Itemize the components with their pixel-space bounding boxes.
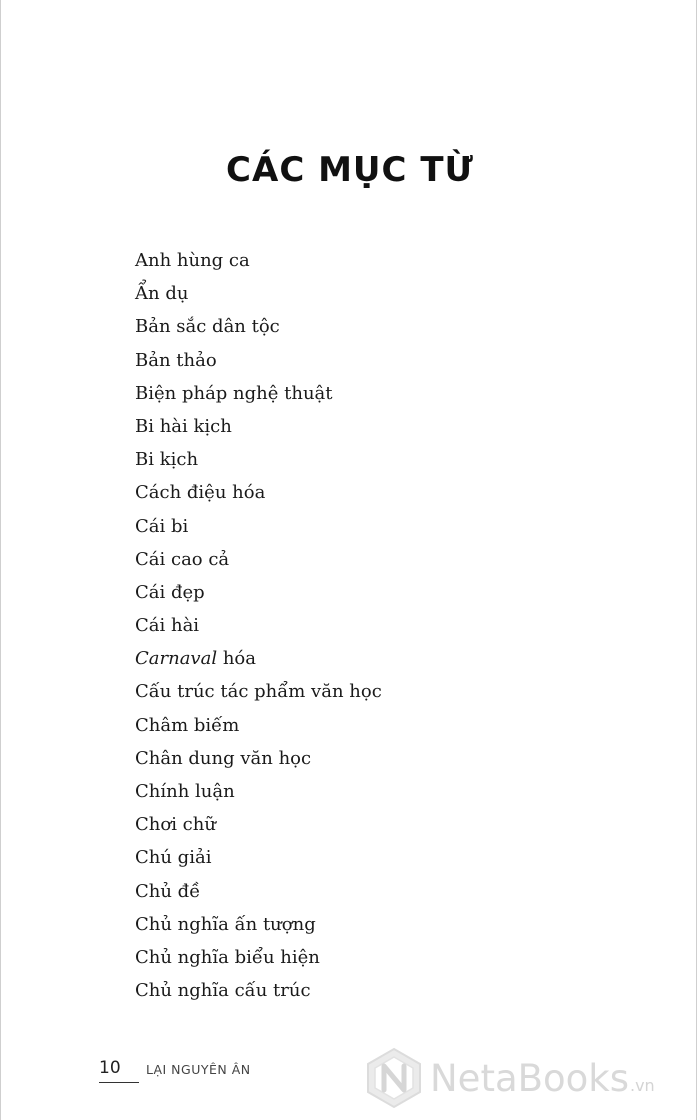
entry-item: Chú giải xyxy=(135,847,212,869)
entry-item: Chủ đề xyxy=(135,880,201,902)
entry-item: Cấu trúc tác phẩm văn học xyxy=(135,681,382,703)
entry-item: Ẩn dụ xyxy=(135,283,189,305)
entry-rest-part: hóa xyxy=(217,648,256,670)
entry-item: Cách điệu hóa xyxy=(135,482,266,504)
running-footer-author: LẠI NGUYÊN ÂN xyxy=(146,1062,251,1077)
entry-item-mixed xyxy=(135,644,382,677)
entry-item: Chân dung văn học xyxy=(135,747,312,769)
entry-item: Bản thảo xyxy=(135,349,217,371)
entry-item: Cái bi xyxy=(135,515,189,537)
entry-item: Cái đẹp xyxy=(135,581,205,603)
watermark-brand xyxy=(430,1057,655,1100)
entry-italic-part: Carnaval xyxy=(135,648,218,670)
netabooks-logo-icon xyxy=(364,1046,424,1110)
entry-item: Bi kịch xyxy=(135,449,199,471)
page-title: CÁC MỤC TỪ xyxy=(226,150,474,190)
entry-item: Bản sắc dân tộc xyxy=(135,316,280,338)
entry-item: Chủ nghĩa biểu hiện xyxy=(135,946,320,968)
entry-item: Chính luận xyxy=(135,781,235,802)
entry-item: Chủ nghĩa ấn tượng xyxy=(135,913,316,935)
entry-item: Cái hài xyxy=(135,615,200,637)
page-number: 10 xyxy=(99,1058,121,1078)
watermark-brand-text: NetaBooks xyxy=(430,1056,629,1100)
entry-item: Cái cao cả xyxy=(135,548,230,570)
entry-item: Chủ nghĩa cấu trúc xyxy=(135,980,311,1002)
entry-item: Anh hùng ca xyxy=(135,250,250,271)
footer-rule xyxy=(99,1082,139,1083)
entry-item: Châm biếm xyxy=(135,714,240,736)
watermark-suffix: .vn xyxy=(629,1075,655,1095)
watermark xyxy=(364,1043,694,1113)
entry-item: Biện pháp nghệ thuật xyxy=(135,382,333,404)
entry-item: Bi hài kịch xyxy=(135,415,232,437)
entry-list xyxy=(135,246,382,1009)
entry-item: Chơi chữ xyxy=(135,814,216,836)
